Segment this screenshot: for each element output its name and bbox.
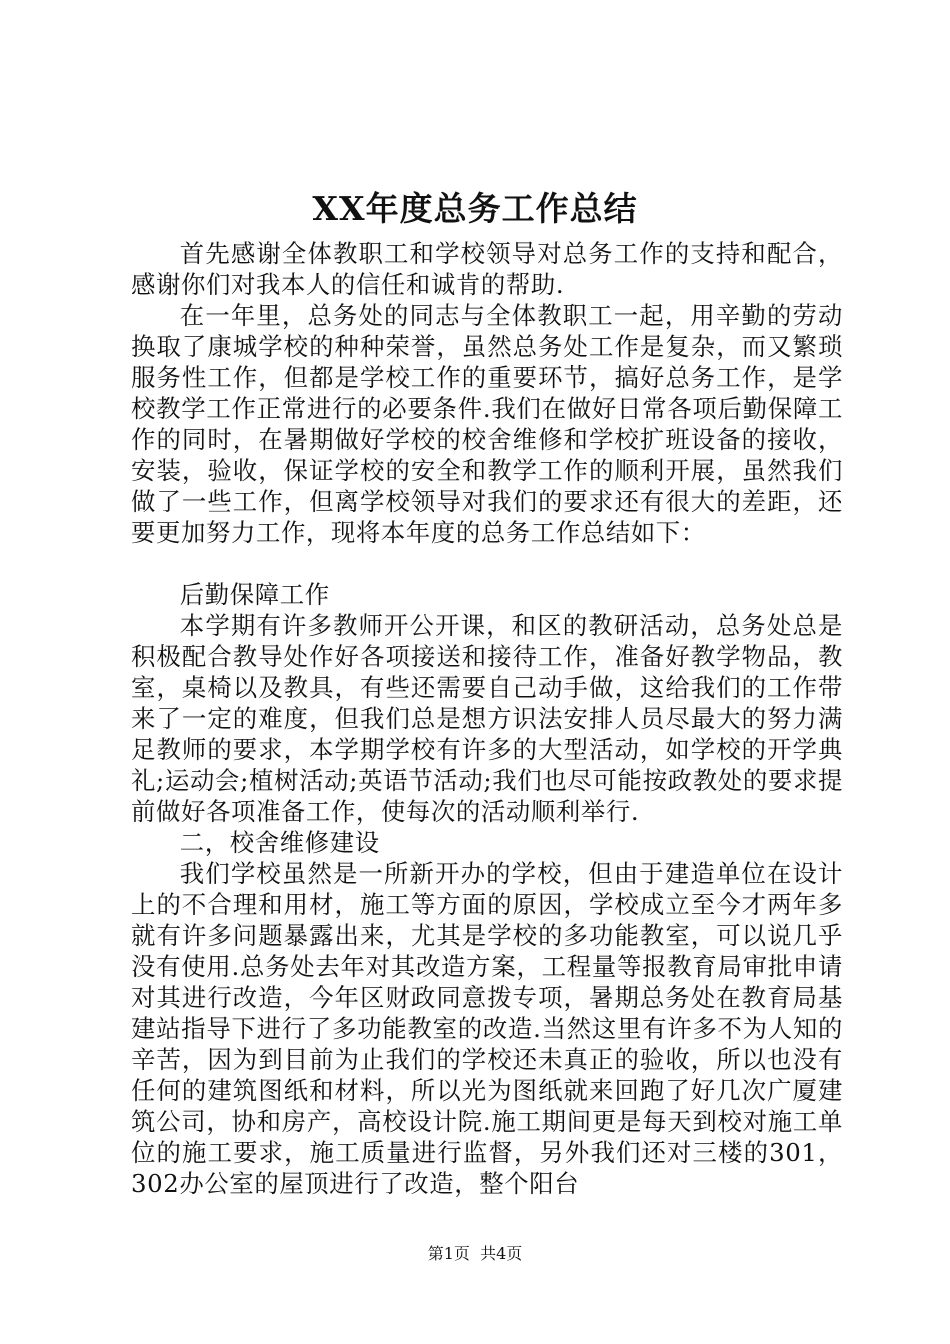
maintenance-paragraph: 我们学校虽然是一所新开办的学校，但由于建造单位在设计上的不合理和用材，施工等方面的原因，学校成立至今才两年多就有许多问题暴露出来，尤其是学校的多功能教室，可以说几乎没有使用.总务处去年对其改造方案，工程量等报教育局审批申请对其进行改造，今年区财政同意拨专项，暑期总务处在教育局基建站指导下进行了多功能教室的改造.当然这里有许多不为人知的辛苦，因为到目前为止我们的学校还未真正的验收，所以也没有任何的建筑图纸和材料，所以光为图纸就来回跑了好几次广厦建筑公司，协和房产，高校设计院.施工期间更是每天到校对施工单位的施工要求，施工质量进行监督，另外我们还对三楼的301，302办公室的屋顶进行了改造，整个阳台	[131, 859, 843, 1198]
intro-paragraph: 首先感谢全体教职工和学校领导对总务工作的支持和配合，感谢你们对我本人的信任和诚肯的帮助.	[131, 239, 843, 299]
section-heading-logistics: 后勤保障工作	[179, 580, 330, 609]
document-body	[131, 238, 843, 1199]
section-heading-maintenance: 二，校舍维修建设	[179, 828, 380, 857]
logistics-paragraph: 本学期有许多教师开公开课，和区的教研活动，总务处总是积极配合教导处作好各项接送和接待工作，准备好教学物品，教室，桌椅以及教具，有些还需要自己动手做，这给我们的工作带来了一定的难度，但我们总是想方识法安排人员尽最大的努力满足教师的要求，本学期学校有许多的大型活动，如学校的开学典礼;运动会;植树活动;英语节活动;我们也尽可能按政教处的要求提前做好各项准备工作，使每次的活动顺利举行.	[131, 611, 843, 826]
paragraph-spacer	[131, 548, 843, 579]
document-title: XX年度总务工作总结	[312, 189, 638, 228]
page-total: 共4页	[480, 1244, 523, 1263]
page-footer	[0, 1242, 950, 1266]
overview-paragraph: 在一年里，总务处的同志与全体教职工一起，用辛勤的劳动换取了康城学校的种种荣誉，虽然总务处工作是复杂，而又繁琐服务性工作，但都是学校工作的重要环节，搞好总务工作，是学校教学工作正常进行的必要条件.我们在做好日常各项后勤保障工作的同时，在暑期做好学校的校舍维修和学校扩班设备的接收，安装，验收，保证学校的安全和教学工作的顺利开展，虽然我们做了一些工作，但离学校领导对我们的要求还有很大的差距，还要更加努力工作，现将本年度的总务工作总结如下：	[131, 301, 843, 547]
footer-gap	[470, 1244, 480, 1263]
page-number: 第1页	[427, 1244, 470, 1263]
